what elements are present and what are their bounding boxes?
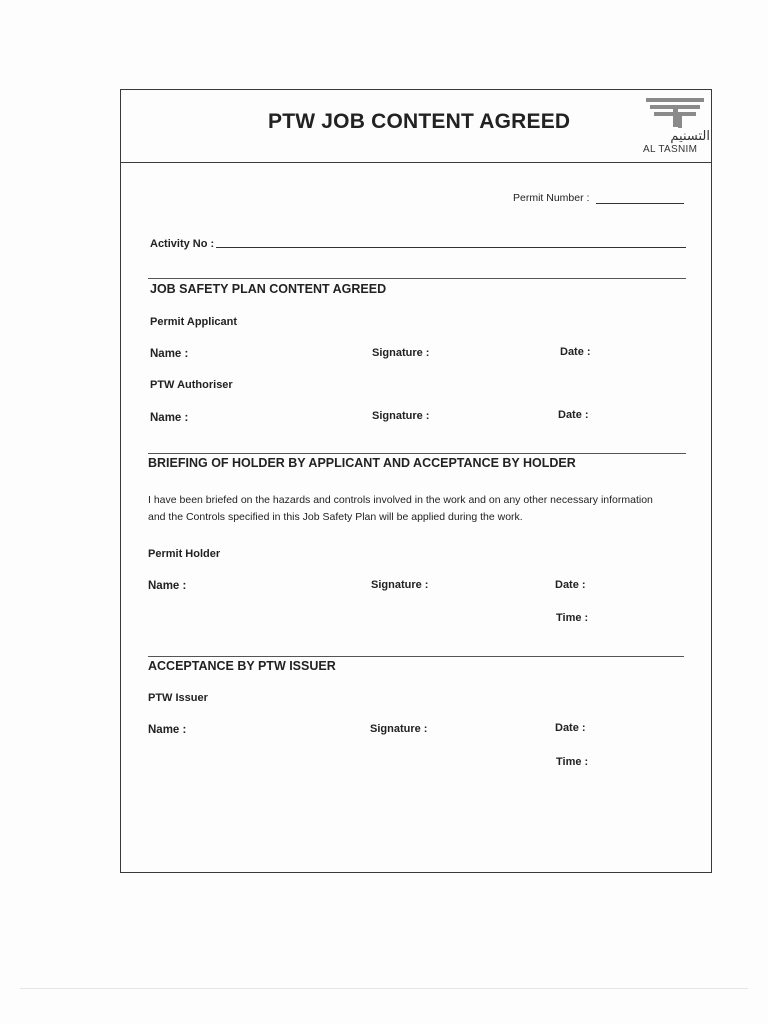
activity-no-field[interactable] <box>216 247 686 248</box>
applicant-signature-label: Signature : <box>372 347 430 359</box>
applicant-name-label: Name : <box>150 348 189 360</box>
authoriser-date-label: Date : <box>558 409 589 421</box>
logo-arabic-text: التسنيم <box>670 128 710 143</box>
permit-number-field[interactable] <box>596 203 684 204</box>
permit-holder-label: Permit Holder <box>148 548 221 560</box>
activity-no-label: Activity No : <box>150 238 215 250</box>
section-divider <box>148 278 686 279</box>
permit-number-label: Permit Number : <box>513 192 590 204</box>
job-safety-plan-heading: JOB SAFETY PLAN CONTENT AGREED <box>150 282 387 296</box>
issuer-signature-label: Signature : <box>370 723 428 735</box>
acceptance-heading: ACCEPTANCE BY PTW ISSUER <box>148 659 336 673</box>
holder-date-label: Date : <box>555 579 586 591</box>
applicant-date-label: Date : <box>560 346 591 358</box>
issuer-time-label: Time : <box>556 756 589 768</box>
authoriser-name-label: Name : <box>150 412 189 424</box>
holder-signature-label: Signature : <box>371 579 429 591</box>
issuer-date-label: Date : <box>555 722 586 734</box>
holder-time-label: Time : <box>556 612 589 624</box>
scan-edge <box>20 988 748 989</box>
holder-name-label: Name : <box>148 580 187 592</box>
section-divider <box>148 656 684 657</box>
authoriser-signature-label: Signature : <box>372 410 430 422</box>
ptw-authoriser-label: PTW Authoriser <box>150 379 233 391</box>
form-border <box>120 89 712 873</box>
briefing-heading: BRIEFING OF HOLDER BY APPLICANT AND ACCEPTANCE BY HOLDER <box>148 456 576 470</box>
issuer-name-label: Name : <box>148 724 187 736</box>
section-divider <box>148 453 686 454</box>
header-divider <box>120 162 712 163</box>
logo-latin-text: AL TASNIM <box>643 144 698 155</box>
ptw-issuer-label: PTW Issuer <box>148 692 208 704</box>
briefing-statement: I have been briefed on the hazards and controls involved in the work and on any other necessary information and the Controls specified in this Job Safety Plan will be applied during the work. <box>148 494 653 523</box>
form-title: PTW JOB CONTENT AGREED <box>268 110 571 133</box>
permit-applicant-label: Permit Applicant <box>150 316 237 328</box>
